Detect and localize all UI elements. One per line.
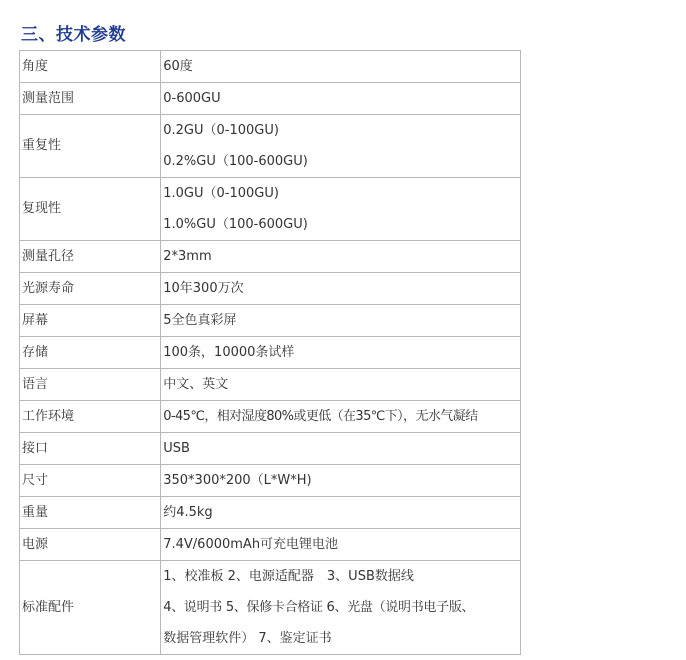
spec-table bbox=[19, 50, 521, 655]
param-value bbox=[161, 401, 521, 433]
table-row bbox=[20, 83, 521, 115]
param-value-line: 2*3mm bbox=[163, 249, 212, 264]
param-name: 存储 bbox=[20, 337, 161, 369]
param-value-line: 4、说明书 5、保修卡合格证 6、光盘（说明书电子版、 bbox=[163, 600, 475, 615]
table-row bbox=[20, 369, 521, 401]
param-name: 工作环境 bbox=[20, 401, 161, 433]
param-value bbox=[161, 273, 521, 305]
param-value-line: 0-45℃，相对湿度80%或更低（在35℃下），无水气凝结 bbox=[163, 409, 478, 424]
param-value-line: 10年300万次 bbox=[163, 281, 244, 296]
param-value bbox=[161, 178, 521, 241]
param-value-line: 中文、英文 bbox=[163, 377, 229, 392]
param-value-line: 7.4V/6000mAh可充电锂电池 bbox=[163, 537, 339, 552]
table-row bbox=[20, 465, 521, 497]
param-value-line: 5全色真彩屏 bbox=[163, 313, 237, 328]
param-value bbox=[161, 51, 521, 83]
param-value bbox=[161, 115, 521, 178]
param-value-line: 0.2%GU（100-600GU) bbox=[163, 154, 308, 169]
table-row bbox=[20, 337, 521, 369]
table-row bbox=[20, 529, 521, 561]
param-value-line: 数据管理软件） 7、鉴定证书 bbox=[163, 631, 332, 646]
param-value-line: 60度 bbox=[163, 59, 193, 74]
table-row bbox=[20, 115, 521, 178]
param-value-line: 0-600GU bbox=[163, 91, 221, 106]
param-value bbox=[161, 305, 521, 337]
param-name: 电源 bbox=[20, 529, 161, 561]
section-heading: 三、技术参数 bbox=[21, 25, 126, 45]
param-name: 测量范围 bbox=[20, 83, 161, 115]
param-value bbox=[161, 465, 521, 497]
table-row bbox=[20, 273, 521, 305]
table-row bbox=[20, 401, 521, 433]
param-value bbox=[161, 529, 521, 561]
param-name: 重复性 bbox=[20, 115, 161, 178]
param-name: 接口 bbox=[20, 433, 161, 465]
param-value-line: 350*300*200（L*W*H) bbox=[163, 473, 312, 488]
param-value bbox=[161, 497, 521, 529]
param-value bbox=[161, 337, 521, 369]
param-value bbox=[161, 369, 521, 401]
table-row bbox=[20, 497, 521, 529]
param-name: 标准配件 bbox=[20, 561, 161, 655]
param-value-line: 1、校准板 2、电源适配器 3、USB数据线 bbox=[163, 569, 414, 584]
table-row bbox=[20, 178, 521, 241]
table-row bbox=[20, 433, 521, 465]
param-value-line: 1.0GU（0-100GU) bbox=[163, 186, 279, 201]
param-name: 复现性 bbox=[20, 178, 161, 241]
param-value bbox=[161, 83, 521, 115]
param-value-line: 0.2GU（0-100GU) bbox=[163, 123, 279, 138]
param-value bbox=[161, 433, 521, 465]
table-row bbox=[20, 241, 521, 273]
table-row bbox=[20, 51, 521, 83]
param-value-line: USB bbox=[163, 441, 190, 456]
table-row bbox=[20, 561, 521, 655]
param-value bbox=[161, 241, 521, 273]
param-name: 重量 bbox=[20, 497, 161, 529]
param-name: 屏幕 bbox=[20, 305, 161, 337]
table-row bbox=[20, 305, 521, 337]
param-name: 尺寸 bbox=[20, 465, 161, 497]
param-name: 测量孔径 bbox=[20, 241, 161, 273]
param-name: 语言 bbox=[20, 369, 161, 401]
param-value bbox=[161, 561, 521, 655]
param-value-line: 约4.5kg bbox=[163, 505, 213, 520]
param-value-line: 1.0%GU（100-600GU) bbox=[163, 217, 308, 232]
param-name: 角度 bbox=[20, 51, 161, 83]
param-value-line: 100条，10000条试样 bbox=[163, 345, 295, 360]
param-name: 光源寿命 bbox=[20, 273, 161, 305]
